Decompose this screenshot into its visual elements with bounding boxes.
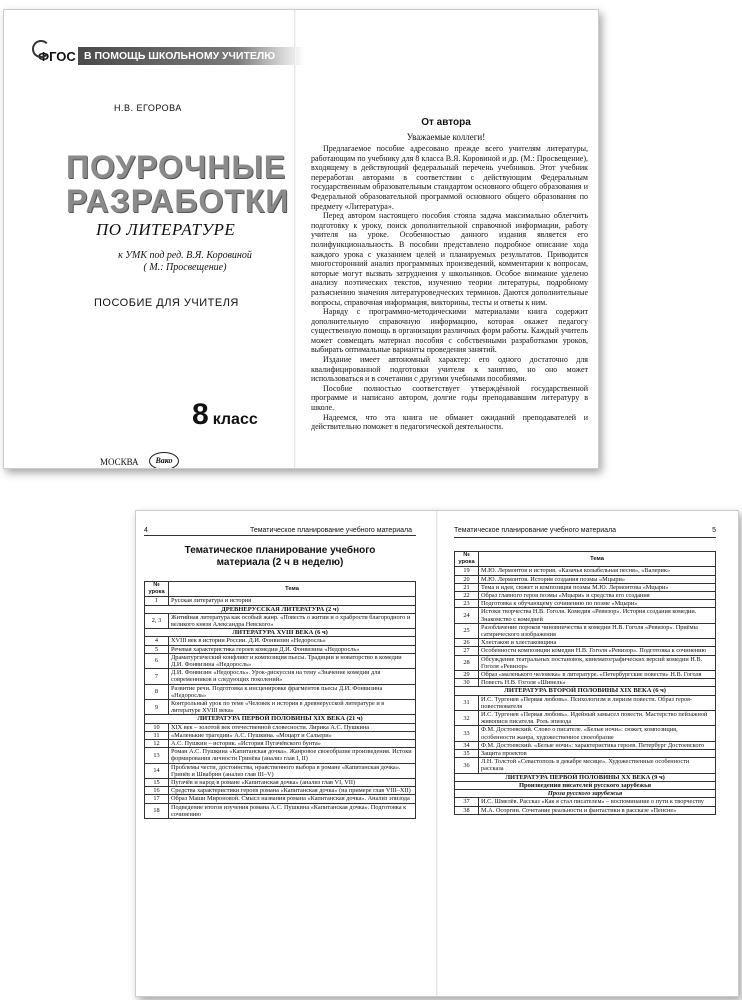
lesson-number: 25	[455, 623, 479, 638]
lesson-number: 31	[455, 695, 479, 710]
lesson-number: 30	[455, 679, 479, 687]
lesson-topic: И.С. Тургенев «Первая любовь». Психологизм и лиризм повести. Образ героя-повествователя	[479, 695, 716, 710]
publisher-city: МОСКВА	[100, 457, 139, 467]
lesson-number: 11	[145, 731, 169, 739]
planning-title-line1: Тематическое планирование учебного	[184, 545, 376, 556]
planning-spread	[135, 510, 739, 997]
lesson-topic: XIX век – золотой век отечественной словесности. Лирика А.С. Пушкина	[169, 723, 416, 731]
table-row	[145, 795, 416, 803]
table-section-row	[455, 687, 716, 695]
table-row	[455, 711, 716, 726]
planning-table-right	[454, 551, 716, 815]
column-header-topic: Тема	[169, 582, 416, 597]
table-row	[455, 647, 716, 655]
section-heading: ЛИТЕРАТУРА ПЕРВОЙ ПОЛОВИНЫ XX ВЕКА (9 ч)	[455, 773, 716, 781]
section-heading: ЛИТЕРАТУРА ПЕРВОЙ ПОЛОВИНЫ XIX ВЕКА (21 ч)	[145, 715, 416, 723]
lesson-number: 10	[145, 723, 169, 731]
page-number-left: 4	[144, 527, 148, 534]
table-section-row	[455, 781, 716, 789]
table-row	[455, 741, 716, 749]
page-fold	[436, 511, 438, 996]
foreword-greeting: Уважаемые коллеги!	[406, 132, 486, 142]
lesson-number: 13	[145, 748, 169, 763]
foreword-paragraph: Пособие полностью соответствует утверждённой государственной программе и написано автором, долгие годы преподававшим литературу в школе.	[311, 383, 588, 413]
lesson-number: 36	[455, 758, 479, 773]
lesson-topic: «Маленькие трагедии» А.С. Пушкина. «Моцарт и Сальери»	[169, 731, 416, 739]
table-row	[455, 671, 716, 679]
table-header-row	[455, 552, 716, 567]
table-row	[455, 758, 716, 773]
lesson-number: 9	[145, 700, 169, 715]
table-row	[455, 639, 716, 647]
lesson-topic: Контрольный урок по теме «Человек и история в древнерусской литературе и в литературе XVIII века»	[169, 700, 416, 715]
lesson-topic: Житийная литература как особый жанр. «Повесть о житии и о храбрости благородного и великого князя Александра Невского»	[169, 613, 416, 628]
lesson-topic: Разоблачение пороков чиновничества в комедии Н.В. Гоголя «Ревизор». Приёмы сатирического изображения	[479, 623, 716, 638]
running-title-left: Тематическое планирование учебного материала	[249, 527, 412, 534]
book-title	[66, 150, 289, 218]
lesson-topic: Л.Н. Толстой «Севастополь в декабре месяце». Художественные особенности рассказа	[479, 758, 716, 773]
table-section-row	[145, 715, 416, 723]
planning-title-line2: материала (2 ч в неделю)	[216, 557, 344, 568]
lesson-topic: Повесть Н.В. Гоголя «Шинель»	[479, 679, 716, 687]
series-banner: В ПОМОЩЬ ШКОЛЬНОМУ УЧИТЕЛЮ	[78, 47, 304, 65]
table-row	[455, 695, 716, 710]
table-row	[145, 740, 416, 748]
running-header-right	[454, 527, 716, 538]
column-header-lesson-number: № урока	[145, 582, 169, 597]
table-row	[455, 567, 716, 575]
lesson-topic: Особенности композиции комедии Н.В. Гоголя «Ревизор». Подготовка к сочинению	[479, 647, 716, 655]
table-row	[145, 748, 416, 763]
foreword-paragraph: Предлагаемое пособие адресовано прежде всего учителям литературы, работающим по учебнику для 8 класса В.Я. Коровиной и др. (М.: Просвещение), входящему в действующий федеральный перечень учебников. Этот учебник переработан авторами в соответствии с действующим Федеральным государственным образовательным стандартом основного общего образования и Федеральной образовательной программой основного общего образования по предмету «Литература».	[311, 144, 588, 211]
lesson-topic: Русская литература и история	[169, 597, 416, 605]
author-name: Н.В. ЕГОРОВА	[114, 103, 182, 113]
lesson-number: 37	[455, 798, 479, 806]
table-row	[455, 679, 716, 687]
lesson-number: 32	[455, 711, 479, 726]
lesson-number: 16	[145, 787, 169, 795]
table-row	[455, 655, 716, 670]
table-section-row	[455, 790, 716, 798]
lesson-number: 23	[455, 600, 479, 608]
lesson-topic: Обсуждение театральных постановок, кинематографических версий комедии Н.В. Гоголя «Ревизор»	[479, 655, 716, 670]
section-heading: ДРЕВНЕРУССКАЯ ЛИТЕРАТУРА (2 ч)	[145, 605, 416, 613]
lesson-number: 12	[145, 740, 169, 748]
lesson-topic: XVIII век в истории России. Д.И. Фонвизин «Недоросль»	[169, 637, 416, 645]
lesson-topic: Образ главного героя поэмы «Мцыри» и средства его создания	[479, 592, 716, 600]
section-heading: Проза русского зарубежья	[455, 790, 716, 798]
table-row	[145, 723, 416, 731]
lesson-topic: Хлестаков и хлестаковщина	[479, 639, 716, 647]
table-row	[145, 787, 416, 795]
lesson-topic: Истоки творчества Н.В. Гоголя. Комедия «Ревизор». История создания комедии. Знакомство с комедией	[479, 608, 716, 623]
column-header-lesson-number: № урока	[455, 552, 479, 567]
lesson-number: 38	[455, 806, 479, 814]
foreword-body	[311, 144, 588, 432]
lesson-topic: М.Ю. Лермонтов и история. «Казачья колыбельная песня», «Валерик»	[479, 567, 716, 575]
lesson-topic: И.С. Шмелёв. Рассказ «Как я стал писателем» – воспоминание о пути к творчеству	[479, 798, 716, 806]
lesson-number: 15	[145, 779, 169, 787]
table-row	[145, 669, 416, 684]
lesson-number: 14	[145, 763, 169, 778]
lesson-number: 34	[455, 741, 479, 749]
table-row	[145, 803, 416, 818]
lesson-number: 28	[455, 655, 479, 670]
cover-spread	[3, 9, 599, 469]
lesson-number: 1	[145, 597, 169, 605]
running-header-left	[144, 527, 416, 536]
lesson-topic: А.С. Пушкин – историк. «История Пугачёвского бунта»	[169, 740, 416, 748]
grade-word: класс	[212, 411, 258, 428]
table-row	[455, 623, 716, 638]
lesson-topic: Роман А.С. Пушкина «Капитанская дочка». Жанровое своеобразие произведения. Истоки формирования личности Гринёва (анализ глав I, II)	[169, 748, 416, 763]
planning-title	[144, 545, 416, 569]
lesson-number: 8	[145, 684, 169, 699]
table-row	[455, 750, 716, 758]
table-row	[145, 597, 416, 605]
umk-line2: ( М.: Просвещение)	[143, 262, 227, 273]
lesson-topic: Ф.М. Достоевский. «Белые ночи»: характеристика героев. Петербург Достоевского	[479, 741, 716, 749]
lesson-topic: М.Ю. Лермонтов. История создания поэмы «Мцыри»	[479, 575, 716, 583]
table-row	[145, 637, 416, 645]
book-title-line2: РАЗРАБОТКИ	[66, 183, 290, 219]
table-row	[145, 653, 416, 668]
lesson-number: 33	[455, 726, 479, 741]
lesson-topic: Драматургический конфликт и композиция пьесы. Традиции и новаторство в комедии Д.И. Фонвизина «Недоросль»	[169, 653, 416, 668]
lesson-topic: Д.И. Фонвизин «Недоросль». Урок-дискуссия на тему «Значение комедии для современников и следующих поколений»	[169, 669, 416, 684]
lesson-number: 29	[455, 671, 479, 679]
table-row	[455, 806, 716, 814]
lesson-topic: Средства характеристики героев романа «Капитанская дочка» (на примере глав VIII–XII)	[169, 787, 416, 795]
lesson-topic: Защита проектов	[479, 750, 716, 758]
foreword-paragraph: Издание имеет автономный характер: его одного достаточно для квалифицированной подготовки учителя к занятию, но оно может использоваться и в сочетании с другими учебными пособиями.	[311, 355, 588, 384]
lesson-number: 5	[145, 645, 169, 653]
foreword-paragraph: Перед автором настоящего пособия стояла задача максимально облегчить подготовку к уроку, поиск дополнительной справочной информации, работу учителя на уроке. Особенностью данного издания является его полифункциональность. В пособии представлено подробное описание хода каждого урока с указанием целей и планируемых результатов. Приводится многосторонний анализ программных произведений, комментарии к вопросам, которые могут вызвать затруднения у школьников. Особое внимание уделено анализу поэтических текстов, изучению теории литературы, подробному разъяснению значения литературоведческих терминов. Даются дополнительные вопросы, справочная информация, викторины, тесты и ответы к ним.	[311, 211, 588, 307]
lesson-number: 26	[455, 639, 479, 647]
lesson-number: 18	[145, 803, 169, 818]
column-header-topic: Тема	[479, 552, 716, 567]
lesson-topic: Образ Маши Мироновой. Смысл названия романа «Капитанская дочка». Анализ эпизода	[169, 795, 416, 803]
table-section-row	[455, 773, 716, 781]
grade-label	[192, 398, 258, 432]
table-row	[145, 731, 416, 739]
lesson-topic: Речевая характеристика героев комедии Д.И. Фонвизина «Недоросль»	[169, 645, 416, 653]
manual-label: ПОСОБИЕ ДЛЯ УЧИТЕЛЯ	[94, 297, 239, 309]
section-heading: Произведения писателей русского зарубежья	[455, 781, 716, 789]
table-row	[145, 779, 416, 787]
planning-table-left-body	[145, 597, 416, 819]
page-fold	[294, 10, 296, 468]
grade-number: 8	[192, 398, 209, 431]
lesson-topic: Развитие речи. Подготовка к инсценировке фрагментов пьесы Д.И. Фонвизина «Недоросль»	[169, 684, 416, 699]
lesson-topic: И.С. Тургенев «Первая любовь». Идейный замысел повести. Мастерство пейзажной живописи писателя. Роль эпизода	[479, 711, 716, 726]
lesson-number: 24	[455, 608, 479, 623]
lesson-topic: Образ «маленького человека» в литературе. «Петербургские повести» Н.В. Гоголя	[479, 671, 716, 679]
table-row	[145, 763, 416, 778]
table-row	[455, 583, 716, 591]
lesson-number: 20	[455, 575, 479, 583]
lesson-topic: Пугачёв и народ в романе «Капитанская дочка» (анализ глав VI, VII)	[169, 779, 416, 787]
table-section-row	[145, 629, 416, 637]
table-row	[145, 613, 416, 628]
fgos-logo	[38, 46, 78, 68]
planning-table-right-body	[455, 567, 716, 814]
lesson-topic: Проблемы чести, достоинства, нравственного выбора в романе «Капитанская дочка». Гринёв и Швабрин (анализ глав III–V)	[169, 763, 416, 778]
section-heading: ЛИТЕРАТУРА ВТОРОЙ ПОЛОВИНЫ XIX ВЕКА (6 ч)	[455, 687, 716, 695]
lesson-number: 4	[145, 637, 169, 645]
book-subject: ПО ЛИТЕРАТУРЕ	[96, 220, 236, 239]
lesson-number: 6	[145, 653, 169, 668]
running-title-right: Тематическое планирование учебного материала	[454, 527, 617, 534]
foreword-title: От автора	[421, 117, 471, 128]
table-row	[455, 592, 716, 600]
table-row	[455, 600, 716, 608]
lesson-topic: Подготовка к обучающему сочинению по поэме «Мцыри»	[479, 600, 716, 608]
table-row	[455, 726, 716, 741]
lesson-number: 19	[455, 567, 479, 575]
lesson-topic: Тема и идея, сюжет и композиция поэмы М.Ю. Лермонтова «Мцыри»	[479, 583, 716, 591]
lesson-number: 7	[145, 669, 169, 684]
umk-line1: к УМК под ред. В.Я. Коровиной	[118, 250, 252, 261]
lesson-number: 21	[455, 583, 479, 591]
section-heading: ЛИТЕРАТУРА XVIII ВЕКА (6 ч)	[145, 629, 416, 637]
fgos-logo-text: ФГОС	[38, 49, 76, 64]
lesson-number: 17	[145, 795, 169, 803]
table-row	[455, 575, 716, 583]
planning-table-left	[144, 581, 416, 819]
lesson-number: 22	[455, 592, 479, 600]
lesson-topic: М.А. Осоргин. Сочетание реальности и фантастики в рассказе «Пенсне»	[479, 806, 716, 814]
lesson-topic: Подведение итогов изучения романа А.С. Пушкина «Капитанская дочка». Подготовка к сочинению	[169, 803, 416, 818]
table-row	[145, 700, 416, 715]
lesson-number: 2, 3	[145, 613, 169, 628]
table-header-row	[145, 582, 416, 597]
lesson-number: 35	[455, 750, 479, 758]
table-row	[145, 684, 416, 699]
foreword-paragraph: Надеемся, что эта книга не обманет ожиданий преподавателей и действительно поможет в педагогической деятельности.	[311, 412, 588, 432]
table-section-row	[145, 605, 416, 613]
lesson-number: 27	[455, 647, 479, 655]
book-title-line1: ПОУРОЧНЫЕ	[66, 149, 287, 185]
publisher-logo: Вако	[149, 452, 179, 469]
lesson-topic: Ф.М. Достоевский. Слово о писателе. «Белые ночи»: сюжет, композиция, особенности жанра, художественное своеобразие	[479, 726, 716, 741]
umk-note	[90, 250, 280, 274]
table-row	[145, 645, 416, 653]
foreword-paragraph: Наряду с программно-методическими материалами книга содержит дополнительную справочную информацию, которая окажет педагогу существенную помощь в организации различных форм работы. Каждый учитель может совмещать материал пособия с собственными разработками уроков, выбирать оптимальные варианты проведения занятий.	[311, 307, 588, 355]
table-row	[455, 798, 716, 806]
page-number-right: 5	[712, 527, 716, 534]
table-row	[455, 608, 716, 623]
